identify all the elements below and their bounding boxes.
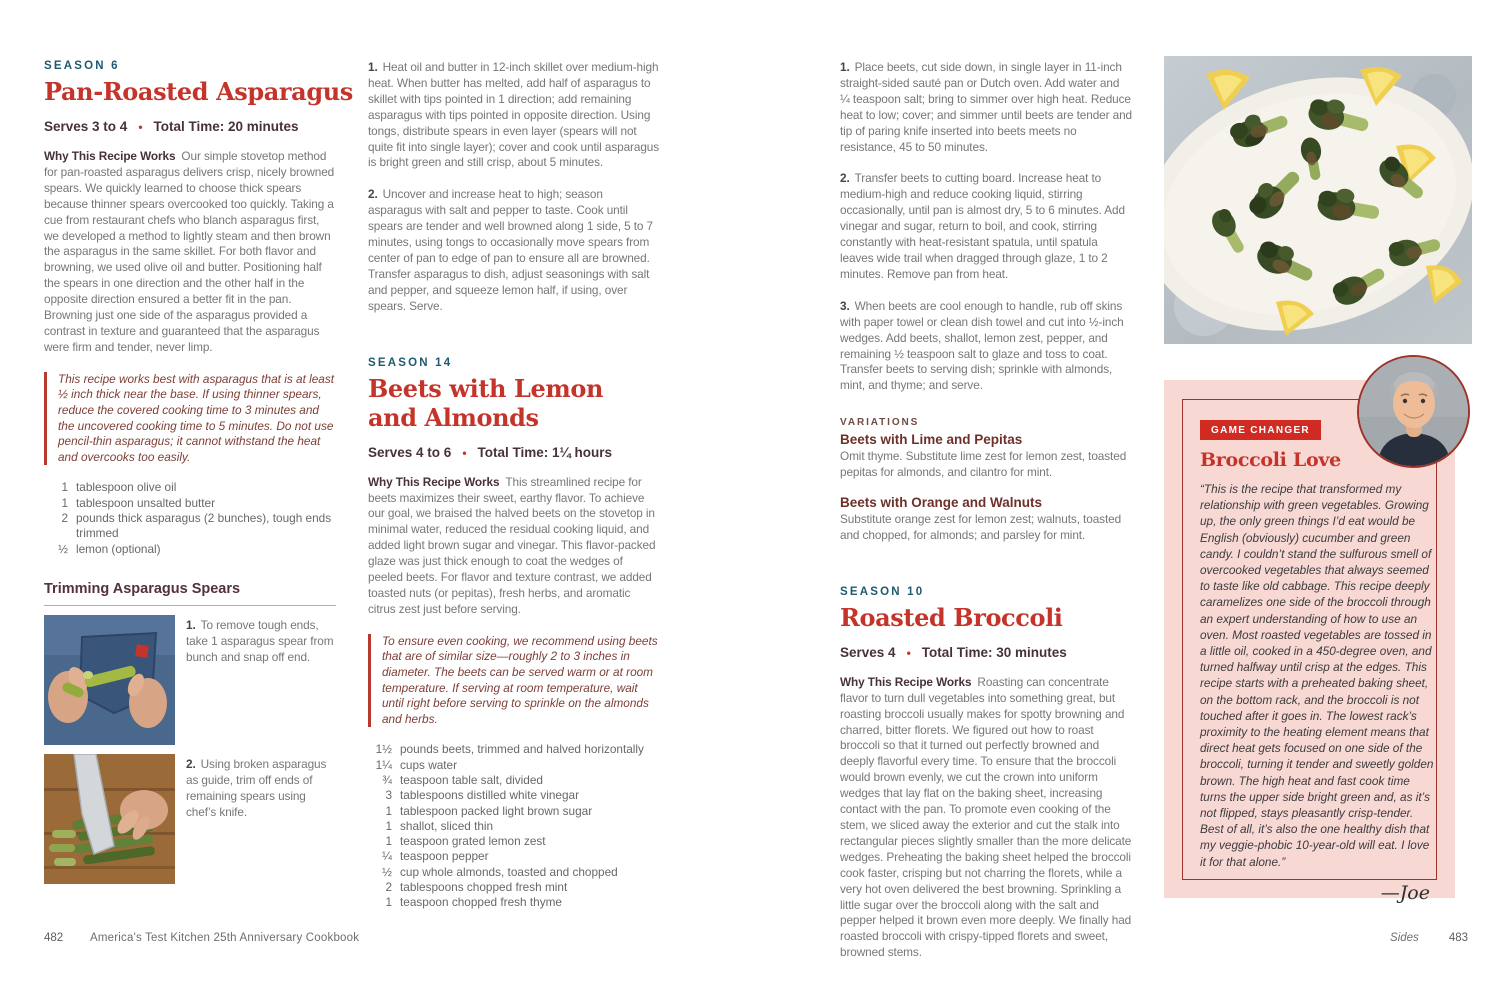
ingredient-qty: ½ xyxy=(382,864,392,879)
ingredient-qty: ¼ xyxy=(382,849,392,864)
section-name: Sides xyxy=(1390,932,1419,944)
callout-content xyxy=(1200,420,1434,904)
ingredient-name: lemon (optional) xyxy=(76,541,161,556)
joe-portrait-photo xyxy=(1357,355,1470,468)
ingredient-name: tablespoon olive oil xyxy=(76,480,177,495)
step-text: Transfer beets to cutting board. Increase heat to medium-high and reduce cooking liquid, stirring occasionally, until pan is almost dry, 5 to 6 minutes. Add vinegar and sugar, return to boil, and cook, stirring constantly with heat-resistant spatula, until spatula leaves wide trail when dragged through glaze, 1 to 2 minutes. Remove pan from heat. xyxy=(840,171,1125,281)
title-line: and Almonds xyxy=(368,402,539,432)
serves-time-beets xyxy=(368,445,660,460)
serves-text: Serves 3 to 4 xyxy=(44,119,128,134)
time-text: Total Time: 20 minutes xyxy=(153,119,299,134)
ingredient-qty: 1 xyxy=(385,803,392,818)
ingredient-name: shallot, sliced thin xyxy=(400,818,494,833)
season-label-asparagus: SEASON 6 xyxy=(44,60,120,72)
bullet-separator: • xyxy=(138,120,143,134)
ingredient-list-beets xyxy=(368,742,660,910)
bullet-separator: • xyxy=(906,645,911,660)
why-this-recipe-works-broccoli xyxy=(840,675,1132,961)
serves-time-asparagus xyxy=(44,119,336,134)
roasted-broccoli-platter-photo xyxy=(1164,56,1472,344)
ingredient-name: teaspoon pepper xyxy=(400,849,489,864)
ingredient-row xyxy=(368,804,660,819)
recipe-title-beets xyxy=(368,374,660,432)
ingredient-name: tablespoons distilled white vinegar xyxy=(400,788,580,803)
variation-text: Substitute orange zest for lemon zest; walnuts, toasted and chopped, for almonds; and parsley for mint. xyxy=(840,512,1122,542)
ingredient-qty: 1 xyxy=(385,834,392,849)
ingredient-qty: ¾ xyxy=(382,772,392,787)
ingredient-row xyxy=(368,865,660,880)
season-label-broccoli: SEASON 10 xyxy=(840,585,925,598)
variation-title: Beets with Orange and Walnuts xyxy=(840,495,1043,511)
ingredient-name: teaspoon grated lemon zest xyxy=(400,834,546,849)
ingredient-qty: 3 xyxy=(385,788,392,803)
serves-text: Serves 4 to 6 xyxy=(368,444,452,460)
why-text: This streamlined recipe for beets maximizes their sweet, earthy flavor. To achieve our goal, we braised the halved beets on the stovetop in minimal water, reduced the residual cooking liquid, and added light brown sugar and vinegar. This flavor-packed glaze was just thick enough to coat the wedges of peeled beets. For flavor and texture contrast, we added toasted nuts (or pepitas), fresh herbs, and aromatic citrus zest just before serving. xyxy=(368,474,656,616)
asparagus-snap-photo xyxy=(44,615,175,745)
ingredient-row xyxy=(44,511,336,542)
variation-title: Beets with Lime and Pepitas xyxy=(840,432,1023,448)
technique-step-row xyxy=(44,615,336,745)
recipe-title-broccoli: Roasted Broccoli xyxy=(840,602,1063,632)
why-text: Roasting can concentrate flavor to turn dull vegetables into something great, but roasting broccoli usually makes for spotty browning and charred, bitter florets. We figured out how to roast broccoli so that it turned out perfectly browned and deeply flavorful every time. To ensure that the broccoli would brown evenly, we cut the crown into uniform wedges that lay flat on the baking sheet, increasing contact with the pan. To promote even cooking of the stem, we sliced away the exterior and cut the stalk into rectangular pieces slightly smaller than the more delicate wedges. Preheating the baking sheet helped the broccoli cook faster, crisping but not charring the florets, while a very hot oven delivered the best browning. Sprinkling a little sugar over the broccoli along with the salt and pepper helped it brown even more deeply. We finally had roasted broccoli with crispy-tipped florets and sweet, browned stems. xyxy=(840,674,1132,960)
ingredient-row xyxy=(44,496,336,511)
step-text: Place beets, cut side down, in single layer in 11-inch straight-sided sauté pan or Dutch oven. Add water and ¼ teaspoon salt; bring to simmer over high heat. Reduce heat to low; cover; and simmer until beets are tender and tip of paring knife inserted into beets meets no resistance, 45 to 50 minutes. xyxy=(840,60,1133,154)
technique-step-text xyxy=(186,618,336,745)
ingredient-qty: 1 xyxy=(61,495,68,510)
recipe-title-asparagus: Pan-Roasted Asparagus xyxy=(44,77,353,106)
ingredient-name: teaspoon table salt, divided xyxy=(400,772,543,787)
recipe-note-beets: To ensure even cooking, we recommend using beets that are of similar size—roughly 2 to 3 inches in diameter. The beets can be served warm or at room temperature. If serving at room temperature, wait until right before serving to sprinkle on the almonds and herbs. xyxy=(368,634,660,728)
ingredient-qty: 2 xyxy=(61,510,68,525)
step-text: When beets are cool enough to handle, rub off skins with paper towel or clean dish towel and cut into ½-inch wedges. Add beets, shallot, lemon zest, pepper, and remaining ½ teaspoon salt to glaze and toss to coat. Transfer beets to serving dish; sprinkle with almonds, mint, and thyme; and serve. xyxy=(840,298,1124,393)
ingredient-name: cups water xyxy=(400,757,458,772)
ingredient-row xyxy=(368,788,660,803)
ingredient-row xyxy=(368,834,660,849)
ingredient-qty: 1 xyxy=(385,818,392,833)
testimonial-quote: “This is the recipe that transformed my relationship with green vegetables. Growing up, the only green things I’d eat would be English (obviously) cucumber and green candy. I couldn’t stand the sulfurous smell of overcooked vegetables that always seemed to taste like old cabbage. This recipe deeply caramelizes one side of the broccoli through an expert understanding of how to use an oven. Most roasted vegetables are tossed in a little oil, cooked in a 450-degree oven, and turned halfway until crisp at the edges. This recipe starts with a preheated baking sheet, on the bottom rack, and the broccoli is not touched after it goes in. The lowest rack’s proximity to the heating element means that direct heat gets focused on one side of the broccoli, turning it tender and sweetly golden brown. The high heat and fast cook time turns the upper side bright green and, as it’s not flipped, stays pleasantly crisp-tender. Best of all, it’s also the one healthy dish that my veggie-phobic 10-year-old will eat. I love it for that alone.” xyxy=(1200,482,1434,869)
recipe-step xyxy=(368,60,660,171)
why-this-recipe-works-beets xyxy=(368,475,660,618)
ingredient-qty: 1 xyxy=(61,480,68,495)
ingredient-row xyxy=(368,742,660,757)
callout-title: Broccoli Love xyxy=(1200,449,1341,471)
recipe-step xyxy=(840,60,1132,155)
ingredient-name: tablespoons chopped fresh mint xyxy=(400,879,568,894)
ingredient-qty: 1 xyxy=(385,895,392,910)
serves-time-broccoli xyxy=(840,645,1132,660)
ingredient-qty: 2 xyxy=(385,879,392,894)
bullet-separator: • xyxy=(462,445,467,460)
recipe-note-asparagus: This recipe works best with asparagus that is at least ½ inch thick near the base. If using thinner spears, reduce the covered cooking time to 3 minutes and the uncovered cooking time to 5 minutes. Do not use pencil-thin asparagus; it cannot withstand the heat and overcooks too easily. xyxy=(44,372,336,466)
column-asparagus xyxy=(44,60,353,884)
page-number-left: 482 xyxy=(44,932,64,944)
step-number: 2. xyxy=(186,756,196,771)
ingredient-row xyxy=(368,849,660,864)
ingredient-row xyxy=(368,758,660,773)
ingredient-row xyxy=(44,480,336,495)
step-text: To remove tough ends, take 1 asparagus spear from bunch and snap off end. xyxy=(186,617,334,664)
step-number: 1. xyxy=(368,60,378,74)
asparagus-trim-photo xyxy=(44,754,175,884)
time-text: Total Time: 1¼ hours xyxy=(477,444,613,460)
time-text: Total Time: 30 minutes xyxy=(921,644,1067,660)
why-label: Why This Recipe Works xyxy=(840,674,972,689)
ingredient-qty: ½ xyxy=(58,541,68,556)
footer-right xyxy=(1390,932,1468,944)
signature: —Joe xyxy=(1380,881,1430,904)
page-number-right: 483 xyxy=(1448,932,1468,944)
step-text: Using broken asparagus as guide, trim off ends of remaining spears using chef’s knife. xyxy=(186,756,327,819)
step-number: 2. xyxy=(368,187,378,202)
ingredient-name: cup whole almonds, toasted and chopped xyxy=(400,864,618,879)
serves-text: Serves 4 xyxy=(840,644,896,660)
ingredient-list-asparagus xyxy=(44,480,336,556)
step-number: 3. xyxy=(840,298,850,313)
ingredient-name: pounds beets, trimmed and halved horizontally xyxy=(400,742,644,757)
step-number: 1. xyxy=(840,60,850,74)
technique-step-text xyxy=(186,757,336,884)
why-label: Why This Recipe Works xyxy=(44,149,176,163)
ingredient-row xyxy=(368,773,660,788)
season-label-beets: SEASON 14 xyxy=(368,356,453,369)
recipe-step xyxy=(368,187,660,314)
ingredient-qty: 1¼ xyxy=(375,757,392,772)
ingredient-row xyxy=(368,895,660,910)
why-this-recipe-works-asparagus xyxy=(44,149,336,356)
column-beets-intro xyxy=(368,60,660,911)
ingredient-name: tablespoon unsalted butter xyxy=(76,495,216,510)
ingredient-row xyxy=(368,819,660,834)
step-text: Uncover and increase heat to high; season asparagus with salt and pepper to taste. Cook until spears are tender and well browned along 1 side, 5 to 7 minutes, using tongs to occasionally move spears from center of pan to edge of pan to ensure all are browned. Transfer asparagus to dish, adjust seasonings with salt and pepper, and squeeze lemon half, if using, over spears. Serve. xyxy=(368,187,654,313)
technique-step-row xyxy=(44,754,336,884)
column-beets-steps-broccoli xyxy=(840,60,1132,961)
step-text: Heat oil and butter in 12-inch skillet over medium-high heat. When butter has melted, add half of asparagus to skillet with tips pointed in 1 direction; add remaining asparagus with tips pointed in opposite direction. Using tongs, distribute spears in even layer (spears will not quite fit into single layer); cover and cook until asparagus is bright green and still crisp, about 5 minutes. xyxy=(368,60,660,170)
recipe-step xyxy=(840,171,1132,282)
ingredient-row xyxy=(44,542,336,557)
step-number: 2. xyxy=(840,171,850,186)
why-label: Why This Recipe Works xyxy=(368,474,500,489)
ingredient-name: pounds thick asparagus (2 bunches), tough ends trimmed xyxy=(76,510,332,541)
step-number: 1. xyxy=(186,617,196,632)
variation-text: Omit thyme. Substitute lime zest for lemon zest, toasted pepitas for almonds, and cilantro for mint. xyxy=(840,449,1127,480)
variations-label: VARIATIONS xyxy=(840,417,920,429)
game-changer-badge: GAME CHANGER xyxy=(1200,420,1321,440)
recipe-step xyxy=(840,299,1132,394)
ingredient-qty: 1½ xyxy=(375,742,392,757)
ingredient-name: teaspoon chopped fresh thyme xyxy=(400,895,562,910)
book-title: America's Test Kitchen 25th Anniversary Cookbook xyxy=(90,932,360,944)
ingredient-name: tablespoon packed light brown sugar xyxy=(400,803,593,818)
ingredient-row xyxy=(368,880,660,895)
why-text: Our simple stovetop method for pan-roasted asparagus delivers crisp, nicely browned spears. We quickly learned to choose thick spears because thinner spears overcooked too quickly. Taking a cue from restaurant chefs who blanch asparagus first, we developed a method to lightly steam and then brown the asparagus in the same skillet. For both flavor and browning, we used olive oil and butter. Positioning half the spears in one direction and the other half in the opposite direction ensured a better fit in the pan. Browning just one side of the asparagus provided a contrast in texture and guaranteed that the asparagus were firm and tender, never limp. xyxy=(44,149,335,354)
title-line: Beets with Lemon xyxy=(368,373,604,403)
technique-heading: Trimming Asparagus Spears xyxy=(44,581,336,606)
